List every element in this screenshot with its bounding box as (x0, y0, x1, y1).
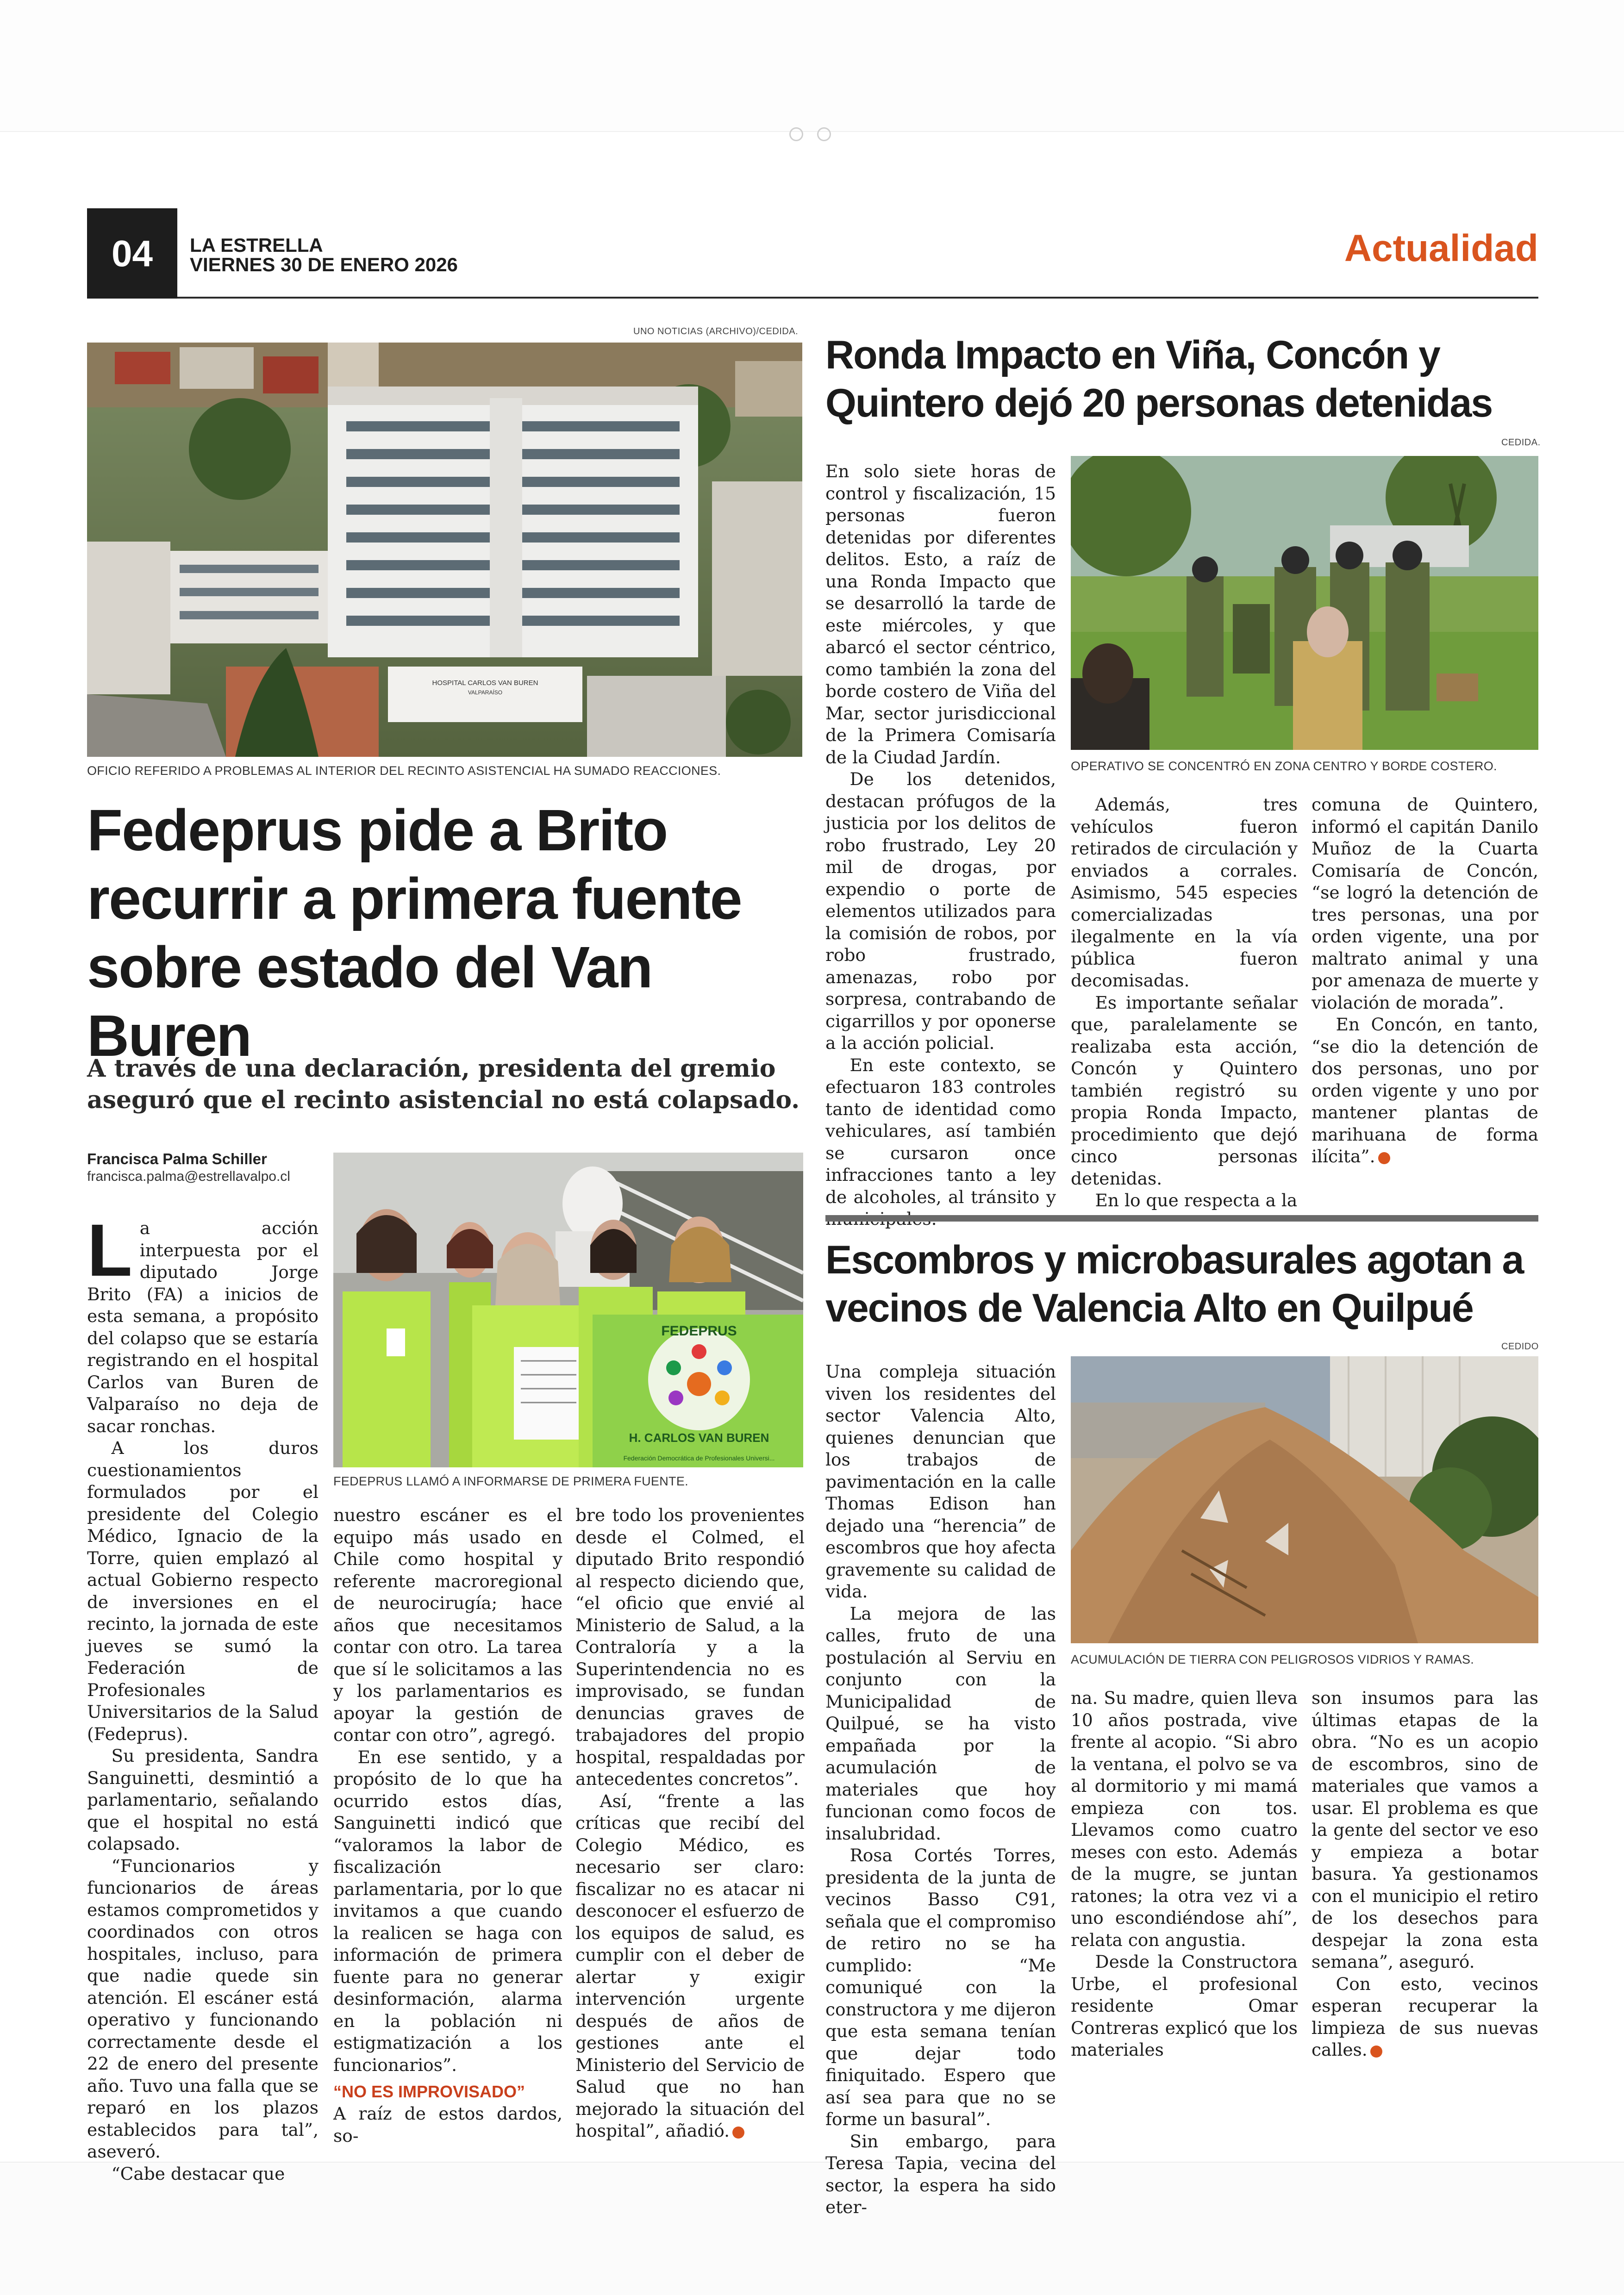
main-headline-line: Fedeprus pide a Brito (87, 798, 668, 863)
top-margin (0, 0, 1624, 132)
ronda-photo-caption: OPERATIVO SE CONCENTRÓ EN ZONA CENTRO Y BORDE COSTERO. (1071, 759, 1497, 773)
escombros-headline (825, 1236, 1538, 1332)
paragraph: son insumos para las últimas etapas de la obra. “No es un acopio de escombros, sino de materiales que vamos a usar. El problema es que la gente del sector ve eso y empieza a botar basura. Ya gestionamos con el municipio el retiro de los desechos para despejar la zona esta semana”, aseguró. (1312, 1688, 1538, 1972)
ronda-col-3 (1312, 794, 1538, 1168)
paragraph: Rosa Cortés Torres, presidenta de la junta de vecinos Basso C91, señala que el compromiso de retiro no se ha cumplido: “Me comuniqué con la constructora y me dijeron que esta semana tenían que dejar todo finiquitado. Espero que así sea para que no se forme un basural”. (825, 1845, 1056, 2129)
escombros-headline-line: vecinos de Valencia Alto en Quilpué (825, 1286, 1473, 1330)
escombros-col-3 (1312, 1687, 1538, 2061)
paragraph: na. Su madre, quien lleva 10 años postrada, vive frente al acopio. “Si abro la ventana, el polvo se va al dormitorio y mi mamá empieza con tos. Llevamos como cuatro meses con esto. Además de la mugre, se juntan ratones; la otra vez vi a uno escondiéndose ahí”, relata con angustia. (1071, 1688, 1298, 1950)
paragraph: Una compleja situación viven los residentes del sector Valencia Alto, quienes denuncian que los trabajos de pavimentación en la calle Thomas Edison han dejado una “herencia” de escombros que hoy afecta gravemente su calidad de vida. (825, 1361, 1056, 1602)
ronda-headline (825, 331, 1538, 427)
end-mark-icon: ✪ (732, 2127, 744, 2139)
paragraph: “Cabe destacar que (111, 2163, 285, 2184)
paragraph: Así, “frente a las críticas que recibí del Colegio Médico, es necesario ser claro: fiscalizar no es atacar ni desconocer el esfuerzo de los equipos de salud, es cumplir con el deber de alertar y exigir intervención urgente después de años de gestiones ante el Ministerio del Servicio de Salud que no han mejorado la situación del hospital”, añadió. ✪ (575, 1790, 805, 2141)
subhead: “NO ES IMPROVISADO” (333, 2082, 525, 2101)
paragraph: En Concón, en tanto, “se dio la detención de dos personas, uno por orden vigente y uno por mantener plantas de marihuana de forma ilícita”. ✪ (1312, 1014, 1538, 1166)
paragraph: La acción interpuesta por el diputado Jorge Brito (FA) a inicios de esta semana, a propósito del colapso que se estaría registrando en el hospital Carlos van Buren de Valparaíso no deja de sacar ronchas. (87, 1209, 319, 1436)
byline-author: Francisca Palma Schiller (87, 1150, 267, 1167)
paragraph: bre todo los provenientes desde el Colmed, el diputado Brito respondió al respecto diciendo que, “el oficio que envié al Ministerio de Salud, a la Contraloría y a la Superintendencia no es improvisado, se fundan denuncias graves de trabajadores del propio hospital, respaldadas por antecedentes concretos”. (575, 1505, 805, 1789)
paragraph: comuna de Quintero, informó el capitán Danilo Muñoz de la Cuarta Comisaría de Concón, “se logró la detención de tres personas, una por orden vigente, una por maltrato animal y una por amenaza de muerte y violación de morada”. (1312, 794, 1538, 1013)
main-headline-line: recurrir a primera fuente (87, 866, 742, 931)
issue-date: VIERNES 30 DE ENERO 2026 (190, 254, 458, 275)
ronda-photo-credit: CEDIDA. (1501, 437, 1541, 448)
main-headline-line: sobre estado del Van Buren (87, 935, 652, 1068)
main-col-3 (575, 1504, 805, 2142)
paragraph: nuestro escáner es el equipo más usado en Chile como hospital y referente macroregional de neurocirugía; hace años que necesitamos contar con otro. La tarea que sí le solicitamos a las y los parlamentarios es apoyar la gestión de contar con otro”, agregó. (333, 1505, 562, 1745)
escombros-photo-credit: CEDIDO (1501, 1341, 1539, 1352)
paragraph: En solo siete horas de control y fiscalización, 15 personas fueron detenidas por diferentes delitos. Esto, a raíz de una Ronda Impacto que se desarrolló la tarde de este miércoles, y que abarcó el sector céntrico, como también la zona del borde costero de Viña del Mar, sector jurisdiccional de la Primera Comisaría de la Ciudad Jardín. (825, 461, 1056, 767)
nav-dot-icon[interactable] (817, 127, 831, 141)
paragraph: A los duros cuestionamientos formulados por el presidente del Colegio Médico, Ignacio de la Torre, quien emplazó al actual Gobierno respecto de inversiones en el recinto, la jornada de este jueves se sumó la Federación de Profesionales Universitarios de la Salud (Fedeprus). (87, 1438, 319, 1744)
escombros-photo (1071, 1356, 1538, 1643)
nav-dot-icon[interactable] (789, 127, 803, 141)
paragraph: Con esto, vecinos esperan recuperar la limpieza de sus nuevas calles. ✪ (1312, 1973, 1538, 2060)
escombros-photo-caption: ACUMULACIÓN DE TIERRA CON PELIGROSOS VIDRIOS Y RAMAS. (1071, 1653, 1474, 1666)
deck-line: aseguró que el recinto asistencial no está colapsado. (87, 1086, 800, 1114)
paragraph: A raíz de estos dardos, so- (333, 2103, 562, 2146)
end-mark-icon: ✪ (1378, 1152, 1390, 1164)
section-title: Actualidad (1344, 227, 1538, 269)
page-number: 04 (87, 208, 177, 299)
fedeprus-photo (333, 1153, 803, 1467)
escombros-headline-line: Escombros y microbasurales agotan a (825, 1238, 1524, 1282)
ronda-headline-line: Quintero dejó 20 personas detenidas (825, 381, 1493, 425)
banner-text: FEDEPRUS (661, 1323, 737, 1339)
fedeprus-photo-caption: FEDEPRUS LLAMÓ A INFORMARSE DE PRIMERA FUENTE. (333, 1474, 688, 1488)
main-deck (87, 1053, 809, 1116)
hospital-photo (87, 343, 802, 757)
paragraph: En este contexto, se efectuaron 183 controles tanto de identidad como vehiculares, así también se cursaron once infracciones tanto a ley de alcoholes, al tránsito y (825, 1054, 1056, 1207)
paragraph: La mejora de las calles, fruto de una postulación al Serviu en conjunto con la Municipalidad de Quilpué, se ha visto empañada por la acumulación de materiales que hoy funcionan como focos de insalubridad. (825, 1603, 1056, 1844)
main-col-1 (87, 1209, 319, 2185)
paragraph: “Funcionarios y funcionarios de áreas estamos comprometidos y coordinados con otros hospitales, incluso, para que nadie quede sin atención. El escáner está operativo y funcionando correctamente desde el 22 de enero del presente año. Tuvo una falla que se reparó en los plazos establecidos para tal”, aseveró. (87, 1855, 319, 2162)
dropcap: L (87, 1209, 132, 1291)
paragraph: Desde la Constructora Urbe, el profesional residente Omar Contreras explicó que los materiales (1071, 1952, 1298, 2060)
ronda-col-2 (1071, 794, 1298, 1212)
banner-footer: Federación Democrática de Profesionales Universi... (623, 1454, 775, 1462)
escombros-col-2 (1071, 1687, 1298, 2061)
paragraph: Su presidenta, Sandra Sanguinetti, desmintió a parlamentario, señalando que el hospital no está colapsado. (87, 1746, 319, 1854)
banner-subtext: H. CARLOS VAN BUREN (629, 1431, 769, 1445)
paragraph: Es importante señalar que, paralelamente se realizaba esta acción, Concón y Quintero también registró su propia Ronda Impacto, procedimiento que dejó cinco personas detenidas. (1071, 992, 1298, 1189)
newspaper-page (87, 208, 1541, 2217)
paragraph: Además, tres vehículos fueron retirados de circulación y enviados a corrales. Asimismo, 545 especies comercializadas ilegalmente en la vía pública fueron decomisadas. (1071, 794, 1298, 991)
escombros-col-1 (825, 1361, 1056, 2219)
deck-line: A través de una declaración, presidenta del gremio (87, 1054, 776, 1083)
ronda-photo (1071, 456, 1538, 750)
ronda-col-1 (825, 461, 1056, 1230)
page-nav-dots (782, 127, 843, 146)
paragraph: En ese sentido, y a propósito de lo que ha ocurrido estos días, Sanguinetti indicó que “valoramos la labor de fiscalización parlamentaria, por lo que invitamos a que cuando la realicen se haga con información de primera fuente para no generar desinformación, alarma en la población ni estigmatización a los funcionarios”. (333, 1746, 562, 2075)
paragraph: Sin embargo, para Teresa Tapia, vecina del sector, la espera ha sido eter- (825, 2131, 1056, 2217)
page-header (87, 208, 1538, 299)
brand-name: LA ESTRELLA (190, 234, 323, 256)
hospital-sign: HOSPITAL CARLOS VAN BUREN (432, 679, 538, 687)
main-col-2 (333, 1504, 562, 2147)
section-divider (825, 1215, 1538, 1222)
ronda-headline-line: Ronda Impacto en Viña, Concón y (825, 333, 1440, 377)
end-mark-icon: ✪ (1370, 2046, 1382, 2058)
hospital-photo-caption: OFICIO REFERIDO A PROBLEMAS AL INTERIOR DEL RECINTO ASISTENCIAL HA SUMADO REACCIONES. (87, 764, 721, 778)
hospital-sign-city: VALPARAÍSO (468, 689, 503, 696)
main-headline (87, 796, 809, 1070)
byline-email[interactable]: francisca.palma@estrellavalpo.cl (87, 1169, 290, 1184)
paragraph: De los detenidos, destacan prófugos de la justicia por los delitos de robo frustrado, Ley 20 mil de drogas, por expendio o porte de elementos utilizados para la comisión de robos, por robo frustrado, amenazas, robo por sorpresa, contrabando de cigarrillos y por oponerse a la acción policial. (825, 769, 1056, 1053)
photo-credit: UNO NOTICIAS (ARCHIVO)/CEDIDA. (633, 326, 799, 337)
paragraph: En lo que respecta a la (1095, 1190, 1298, 1210)
